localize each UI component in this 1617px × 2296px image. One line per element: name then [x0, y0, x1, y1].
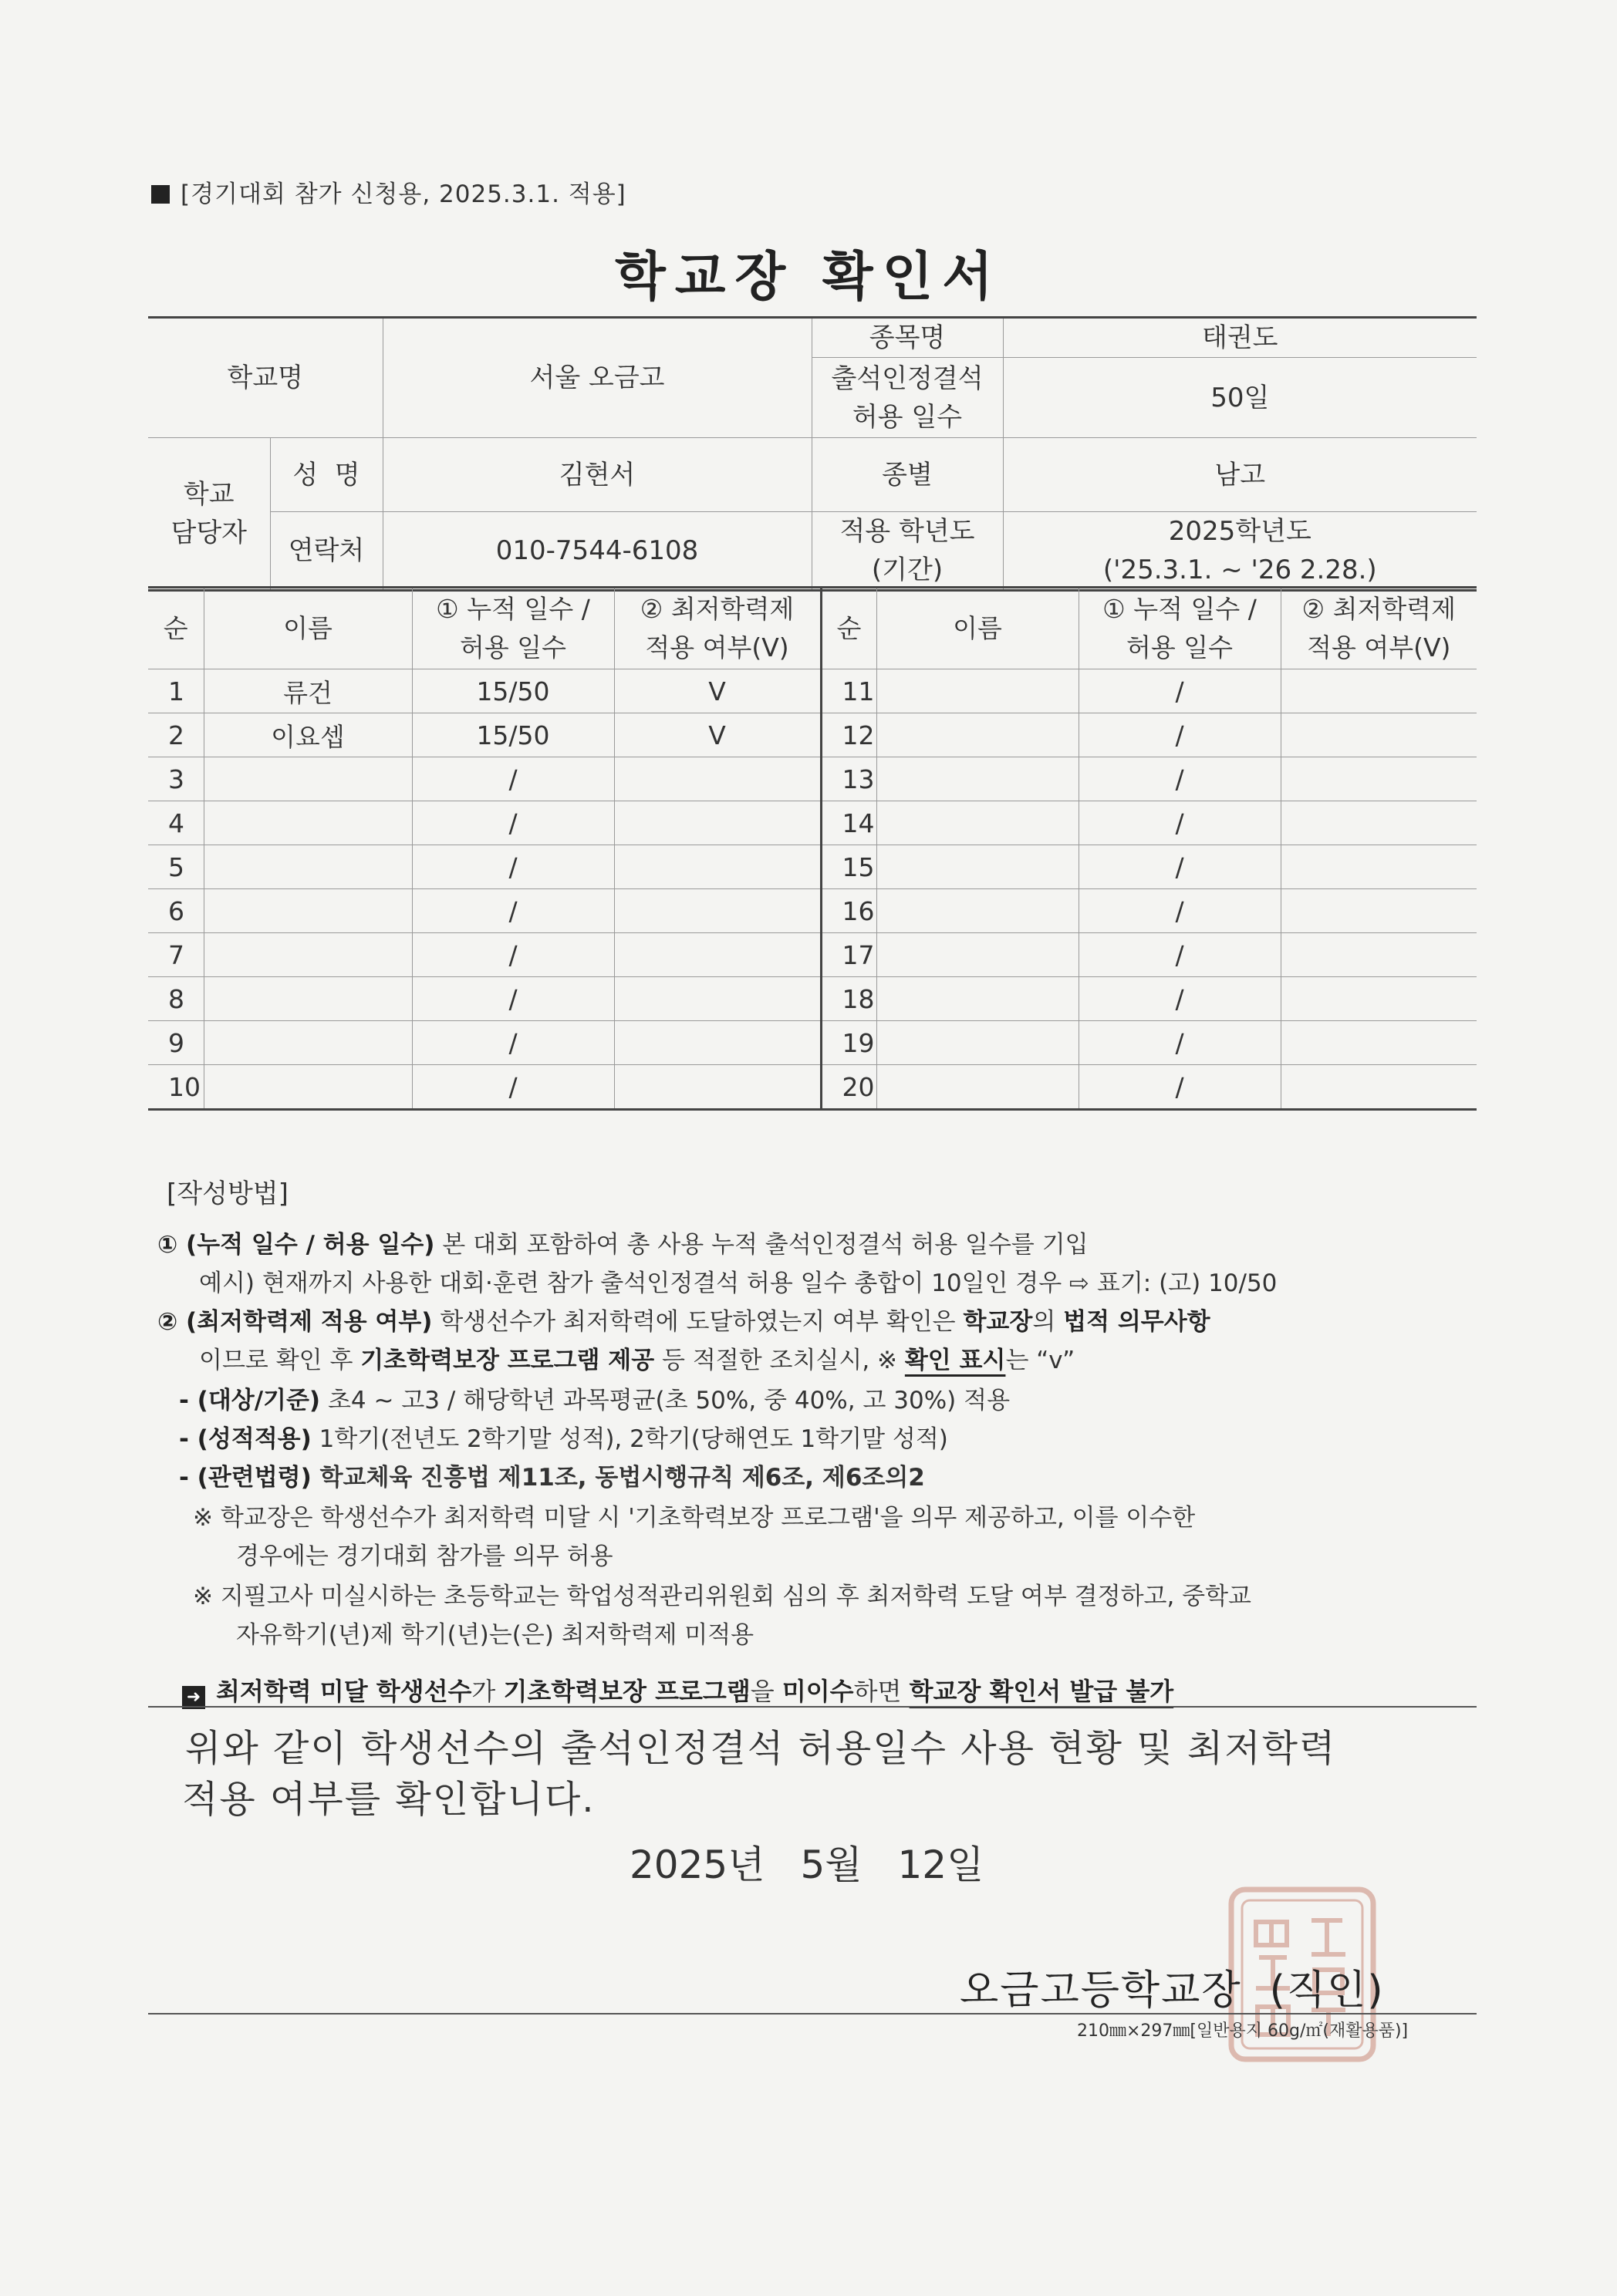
min-academic-cell: [614, 757, 821, 801]
allowed-days-label-line2: 허용 일수: [852, 401, 963, 433]
instructions-title: [작성방법]: [167, 1178, 289, 1209]
document-title: 학교장 확인서: [615, 247, 1002, 308]
min-academic-cell: [614, 845, 821, 889]
seal-label: (직인): [1269, 1967, 1385, 2014]
student-name-cell: [876, 757, 1079, 801]
instruction-sub-1: [179, 1382, 1010, 1419]
row-number-cell: 13: [821, 757, 876, 801]
student-name-cell: [876, 977, 1079, 1021]
accumulated-days-cell: /: [412, 757, 614, 801]
right-arrow-box-icon: ➜: [182, 1686, 205, 1709]
col-days-header: [412, 588, 614, 669]
form-usage-note: [151, 174, 626, 209]
instruction-note-1-line1: ※ 학교장은 학생선수가 최저학력 미달 시 '기초학력보장 프로그램'을 의무 제공하고, 이를 이수한: [193, 1504, 1196, 1532]
table-row: [148, 845, 1477, 889]
instruction-item-2-line2: [199, 1342, 1075, 1379]
min-academic-cell: [1281, 845, 1477, 889]
year-label-line2: (기간): [871, 555, 944, 585]
row-number-cell: 7: [148, 933, 204, 977]
accumulated-days-cell: /: [1079, 933, 1281, 977]
allowed-days-label-line1: 출석인정결석: [831, 362, 984, 394]
col-min-header-line2: 적용 여부(V): [645, 632, 789, 663]
accumulated-days-cell: 15/50: [412, 669, 614, 713]
accumulated-days-cell: /: [412, 1021, 614, 1065]
col-days-header-line2: 허용 일수: [459, 632, 566, 663]
confirmation-line-1: 위와 같이 학생선수의 출석인정결석 허용일수 사용 현황 및 최저학력: [185, 1727, 1337, 1770]
instruction-item-2-l2-e: 는 “v”: [1005, 1347, 1075, 1374]
min-academic-cell: [614, 889, 821, 933]
min-academic-cell: [614, 1021, 821, 1065]
warning-text-b: 가: [471, 1677, 504, 1706]
instruction-sub-3-text: 학교체육 진흥법 제11조, 동법시행규칙 제6조, 제6조의2: [311, 1464, 925, 1492]
staff-label: [148, 438, 270, 591]
school-value: 서울 오금고: [383, 318, 812, 438]
min-academic-cell: [1281, 713, 1477, 757]
allowed-days-value: 50일: [1003, 358, 1477, 438]
student-name-cell: [876, 801, 1079, 845]
student-name-cell: [204, 977, 412, 1021]
accumulated-days-cell: /: [412, 889, 614, 933]
row-number-cell: 15: [821, 845, 876, 889]
student-name-cell: [876, 889, 1079, 933]
instruction-note-2-line1: ※ 지필고사 미실시하는 초등학교는 학업성적관리위원회 심의 후 최저학력 도달 여부 결정하고, 중학교: [193, 1583, 1252, 1610]
accumulated-days-cell: /: [1079, 757, 1281, 801]
instruction-item-1-text: 본 대회 포함하여 총 사용 누적 출석인정결석 허용 일수를 기입: [434, 1231, 1089, 1259]
col-name-header-right: 이름: [876, 588, 1079, 669]
section-divider: [148, 1706, 1477, 1708]
student-name-cell: 이요셉: [204, 713, 412, 757]
year-value-line2: ('25.3.1. ~ '26 2.28.): [1102, 555, 1377, 585]
table-row: [148, 889, 1477, 933]
accumulated-days-cell: /: [412, 801, 614, 845]
student-name-cell: [204, 889, 412, 933]
accumulated-days-cell: /: [1079, 713, 1281, 757]
col-no-header-right: 순: [821, 588, 876, 669]
instruction-note-1-line2: 경우에는 경기대회 참가를 의무 허용: [236, 1542, 613, 1570]
instructions-section: [151, 1172, 1478, 1649]
row-number-cell: 20: [821, 1065, 876, 1110]
accumulated-days-cell: /: [1079, 889, 1281, 933]
instruction-sub-1-text: 초4 ~ 고3 / 해당학년 과목평균(초 50%, 중 40%, 고 30%) 적용: [320, 1387, 1011, 1414]
table-row: [148, 933, 1477, 977]
school-label: 학교명: [148, 318, 383, 438]
allowed-days-label: [812, 358, 1003, 438]
accumulated-days-cell: /: [412, 1065, 614, 1110]
row-number-cell: 3: [148, 757, 204, 801]
student-name-cell: [204, 801, 412, 845]
warning-text-a: 최저학력 미달 학생선수: [216, 1677, 472, 1706]
row-number-cell: 10: [148, 1065, 204, 1110]
col-min-header: [614, 588, 821, 669]
confirmation-line-2: 적용 여부를 확인합니다.: [182, 1778, 596, 1821]
confirmation-statement: [182, 1723, 1337, 1825]
student-name-cell: [204, 845, 412, 889]
instruction-item-1-example: 예시) 현재까지 사용한 대회·훈련 참가 출석인정결석 허용 일수 총합이 10일인 경우 ⇨ 표기: (고) 10/50: [199, 1269, 1278, 1297]
year-value: [1003, 512, 1477, 591]
row-number-cell: 14: [821, 801, 876, 845]
instruction-item-2-l2-bold-d: 확인 표시: [904, 1347, 1006, 1374]
min-academic-cell: [614, 977, 821, 1021]
instruction-item-2-l2-a: 이므로 확인 후: [199, 1347, 361, 1374]
signer-name: 오금고등학교장: [960, 1967, 1242, 2014]
col-days-header-right-line1: ① 누적 일수 /: [1102, 594, 1257, 624]
staff-label-line2: 담당자: [170, 518, 248, 548]
table-row: [148, 1065, 1477, 1110]
instruction-sub-2-heading: - (성적적용): [179, 1425, 312, 1453]
instruction-item-2-text-a: 학생선수가 최저학력에 도달하였는지 여부 확인은: [432, 1308, 964, 1336]
table-row: [148, 757, 1477, 801]
row-number-cell: 8: [148, 977, 204, 1021]
signatory: [960, 1957, 1385, 2015]
col-min-header-right: [1281, 588, 1477, 669]
student-name-cell: [876, 1065, 1079, 1110]
accumulated-days-cell: /: [1079, 669, 1281, 713]
year-label-line1: 적용 학년도: [839, 516, 975, 547]
form-usage-note-text: [경기대회 참가 신청용, 2025.3.1. 적용]: [181, 180, 626, 208]
sport-value: 태권도: [1003, 318, 1477, 358]
row-number-cell: 5: [148, 845, 204, 889]
student-roster-table: [148, 586, 1477, 1111]
instruction-item-2-bold-b: 학교장: [963, 1308, 1033, 1336]
min-academic-cell: [1281, 933, 1477, 977]
min-academic-cell: [1281, 1021, 1477, 1065]
accumulated-days-cell: /: [1079, 1021, 1281, 1065]
category-label: 종별: [812, 438, 1003, 512]
instruction-item-2-bold-d: 법적 의무사항: [1063, 1308, 1210, 1336]
row-number-cell: 1: [148, 669, 204, 713]
instruction-item-2-l2-c: 등 적절한 조치실시, ※: [654, 1347, 905, 1374]
warning-notice: [182, 1672, 1173, 1709]
warning-text-e: 미이수: [781, 1677, 854, 1706]
accumulated-days-cell: /: [1079, 1065, 1281, 1110]
accumulated-days-cell: /: [1079, 977, 1281, 1021]
row-number-cell: 4: [148, 801, 204, 845]
table-row: [148, 801, 1477, 845]
row-number-cell: 6: [148, 889, 204, 933]
student-name-cell: [204, 933, 412, 977]
instruction-item-2-heading: ② (최저학력제 적용 여부): [157, 1308, 433, 1336]
min-academic-cell: [1281, 889, 1477, 933]
col-min-header-line1: ② 최저학력제: [640, 594, 795, 624]
col-days-header-line1: ① 누적 일수 /: [436, 594, 590, 624]
row-number-cell: 11: [821, 669, 876, 713]
accumulated-days-cell: /: [1079, 845, 1281, 889]
instruction-sub-2-text: 1학기(전년도 2학기말 성적), 2학기(당해연도 1학기말 성적): [311, 1425, 948, 1453]
col-name-header: 이름: [204, 588, 412, 669]
min-academic-cell: [1281, 801, 1477, 845]
row-number-cell: 17: [821, 933, 876, 977]
instruction-item-1: [157, 1226, 1089, 1263]
signature-divider: [148, 2013, 1477, 2014]
accumulated-days-cell: /: [412, 977, 614, 1021]
accumulated-days-cell: /: [412, 933, 614, 977]
accumulated-days-cell: /: [412, 845, 614, 889]
student-name-cell: 류건: [204, 669, 412, 713]
student-name-cell: [876, 713, 1079, 757]
instruction-item-2: [157, 1303, 1210, 1340]
table-row: [148, 669, 1477, 713]
issue-date: 2025년 5월 12일: [630, 1843, 984, 1887]
instruction-sub-3-heading: - (관련법령): [179, 1464, 312, 1492]
instruction-item-2-text-c: 의: [1032, 1308, 1064, 1336]
student-name-cell: [204, 757, 412, 801]
row-number-cell: 2: [148, 713, 204, 757]
year-value-line1: 2025학년도: [1168, 516, 1311, 547]
staff-label-line1: 학교: [183, 479, 235, 510]
min-academic-cell: [1281, 757, 1477, 801]
row-number-cell: 12: [821, 713, 876, 757]
paper-spec: 210㎜×297㎜[일반용지 60g/㎡(재활용품)]: [1077, 2021, 1409, 2041]
min-academic-cell: [1281, 1065, 1477, 1110]
student-name-cell: [876, 845, 1079, 889]
min-academic-cell: [614, 1065, 821, 1110]
table-row: [148, 1021, 1477, 1065]
min-academic-cell: V: [614, 669, 821, 713]
instruction-note-2-line2: 자유학기(년)제 학기(년)는(은) 최저학력제 미적용: [236, 1621, 754, 1649]
col-no-header: 순: [148, 588, 204, 669]
warning-text-d: 을: [750, 1677, 782, 1706]
instruction-sub-1-heading: - (대상/기준): [179, 1387, 321, 1414]
row-number-cell: 9: [148, 1021, 204, 1065]
contact-value: 010-7544-6108: [383, 512, 812, 591]
min-academic-cell: [1281, 669, 1477, 713]
min-academic-cell: [1281, 977, 1477, 1021]
instruction-item-2-l2-bold-b: 기초학력보장 프로그램 제공: [360, 1347, 655, 1374]
instruction-item-1-heading: ① (누적 일수 / 허용 일수): [157, 1231, 435, 1259]
warning-text-g: 학교장 확인서 발급 불가: [909, 1677, 1174, 1706]
year-label: [812, 512, 1003, 591]
student-name-cell: [876, 669, 1079, 713]
category-value: 남고: [1003, 438, 1477, 512]
student-name-cell: [876, 1021, 1079, 1065]
accumulated-days-cell: 15/50: [412, 713, 614, 757]
student-name-cell: [204, 1021, 412, 1065]
min-academic-cell: V: [614, 713, 821, 757]
student-name-cell: [204, 1065, 412, 1110]
min-academic-cell: [614, 933, 821, 977]
warning-text-f: 하면: [853, 1677, 910, 1706]
accumulated-days-cell: /: [1079, 801, 1281, 845]
min-academic-cell: [614, 801, 821, 845]
student-name-cell: [876, 933, 1079, 977]
instruction-sub-2: [179, 1421, 948, 1458]
name-value: 김현서: [383, 438, 812, 512]
row-number-cell: 19: [821, 1021, 876, 1065]
table-row: [148, 977, 1477, 1021]
col-min-header-right-line2: 적용 여부(V): [1307, 632, 1451, 663]
col-days-header-right: [1079, 588, 1281, 669]
instruction-sub-3: [179, 1459, 925, 1496]
table-row: [148, 713, 1477, 757]
name-label: 성 명: [270, 438, 383, 512]
row-number-cell: 18: [821, 977, 876, 1021]
roster-header-row: [148, 588, 1477, 669]
contact-label: 연락처: [270, 512, 383, 591]
warning-text-c: 기초학력보장 프로그램: [503, 1677, 751, 1706]
square-bullet-icon: [151, 185, 170, 204]
col-days-header-right-line2: 허용 일수: [1126, 632, 1233, 663]
row-number-cell: 16: [821, 889, 876, 933]
col-min-header-right-line1: ② 최저학력제: [1301, 594, 1456, 624]
school-info-table: [148, 316, 1477, 592]
sport-label: 종목명: [812, 318, 1003, 358]
